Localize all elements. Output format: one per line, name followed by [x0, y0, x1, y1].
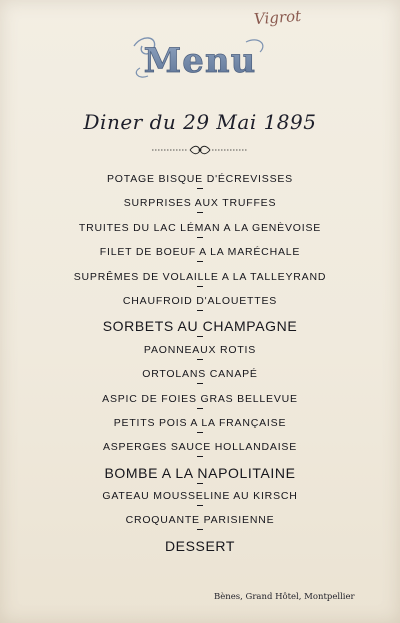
- course-separator: [197, 505, 203, 506]
- course-name: ASPIC DE FOIES GRAS BELLEVUE: [102, 392, 298, 405]
- course-item: [40, 367, 360, 391]
- menu-title-ornate: [128, 32, 272, 84]
- ornament-divider: [150, 144, 250, 156]
- course-item: [40, 343, 360, 367]
- course-name: CHAUFROID D'ALOUETTES: [122, 294, 278, 307]
- course-name: SORBETS AU CHAMPAGNE: [102, 318, 298, 335]
- course-name: FILET DE BOEUF A LA MARÉCHALE: [99, 246, 301, 259]
- course-separator: [197, 408, 203, 409]
- course-name: CROQUANTE PARISIENNE: [125, 514, 275, 527]
- printer-credit: Bènes, Grand Hôtel, Montpellier: [214, 592, 355, 602]
- course-separator: [197, 237, 203, 238]
- course-item: [40, 172, 360, 196]
- course-separator: [197, 359, 203, 360]
- course-name: BOMBE A LA NAPOLITAINE: [104, 464, 296, 481]
- handwritten-signature: Vigrot: [253, 6, 302, 29]
- course-name: POTAGE BISQUE D'ÉCREVISSES: [107, 173, 293, 185]
- course-name: SURPRISES AUX TRUFFES: [123, 197, 277, 210]
- course-item: [40, 221, 360, 245]
- course-separator: [197, 432, 203, 433]
- course-name: GATEAU MOUSSELINE AU KIRSCH: [102, 490, 298, 503]
- course-name: ORTOLANS CANAPÉ: [142, 368, 258, 381]
- course-item: [40, 318, 360, 342]
- course-item: [40, 392, 360, 416]
- course-separator: [197, 212, 203, 213]
- course-name: DESSERT: [164, 537, 236, 554]
- course-name: TRUITES DU LAC LÉMAN A LA GENÈVOISE: [78, 221, 322, 234]
- course-separator: [197, 310, 203, 311]
- course-separator: [197, 483, 203, 484]
- menu-title-art: [128, 32, 272, 84]
- course-name: SUPRÊMES DE VOLAILLE A LA TALLEYRAND: [73, 270, 327, 283]
- course-separator: [197, 261, 203, 262]
- course-separator: [197, 188, 203, 189]
- course-item: [40, 513, 360, 537]
- course-separator: [197, 383, 203, 384]
- course-name: PETITS POIS A LA FRANÇAISE: [113, 416, 287, 429]
- course-name: PAONNEAUX ROTIS: [143, 343, 257, 356]
- course-item: [40, 196, 360, 220]
- course-item: [40, 416, 360, 440]
- course-item: [40, 465, 360, 489]
- course-name: ASPERGES SAUCE HOLLANDAISE: [102, 441, 298, 454]
- menu-title-text: Menu: [143, 41, 257, 81]
- course-item: [40, 538, 360, 562]
- course-separator: [197, 336, 203, 337]
- course-separator: [197, 286, 203, 287]
- dinner-heading: Diner du 29 Mai 1895: [83, 110, 317, 134]
- course-item: [40, 245, 360, 269]
- course-separator: [197, 456, 203, 457]
- course-item: [40, 270, 360, 294]
- course-item: [40, 489, 360, 513]
- course-list: [40, 172, 360, 562]
- course-item: [40, 440, 360, 464]
- course-item: [40, 294, 360, 318]
- course-separator: [197, 529, 203, 530]
